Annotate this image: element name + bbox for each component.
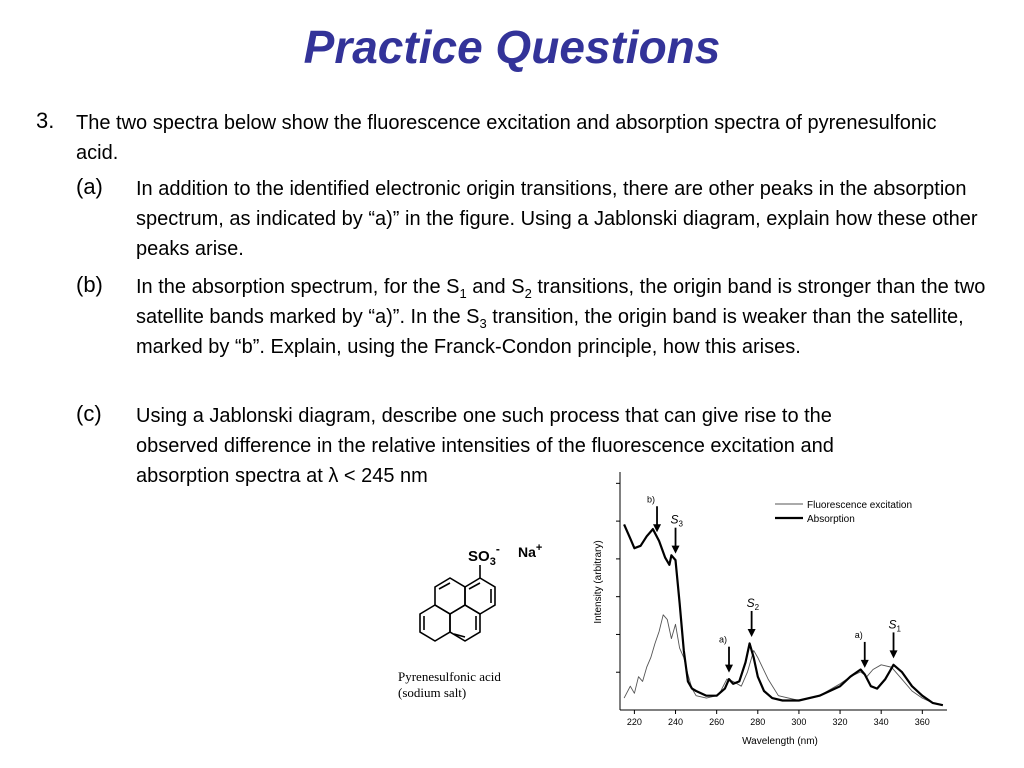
x-tick-label: 220 <box>626 717 642 727</box>
annotation-arrowhead <box>672 546 680 554</box>
pyrene-rings <box>420 565 495 641</box>
annotation-label: $S_2$ <box>746 595 760 612</box>
part-b-sub-1: 1 <box>459 286 467 301</box>
part-b-text <box>136 272 986 362</box>
sulfonate-group: $SO_3^-$ <box>468 542 500 568</box>
sodium-counterion: Na+ <box>518 542 543 560</box>
molecule-caption-line2: (sodium salt) <box>398 685 467 700</box>
slide-title: Practice Questions <box>303 21 721 73</box>
part-b-text-3: transitions, the origin band is stronger than the two satellite bands marked by “a)”. In the S <box>136 276 986 328</box>
part-b-text-4: transition, the origin band is weaker than the satellite, marked by “b”. Explain, using the Franck-Condon principle, how this arises. <box>136 306 964 358</box>
y-axis-label: Intensity (arbitrary) <box>593 540 604 624</box>
annotation-arrowhead <box>861 660 869 668</box>
chart-legend <box>775 500 912 525</box>
legend-label: Absorption <box>807 514 855 525</box>
annotation-arrowhead <box>725 665 733 673</box>
question-text: The two spectra below show the fluorescence excitation and absorption spectra of pyrenesulfonic acid. <box>76 112 937 164</box>
annotation-label: $S_1$ <box>888 617 901 634</box>
chart-series <box>624 524 943 705</box>
part-a-text: In addition to the identified electronic origin transitions, there are other peaks in the absorption spectrum, as indicated by “a)” in the figure. Using a Jablonski diagram, explain how these other peaks arise. <box>136 178 978 260</box>
part-b-sub-3: 3 <box>479 316 487 331</box>
x-tick-label: 300 <box>791 717 807 727</box>
annotation-label: $S_3$ <box>670 512 683 529</box>
part-b-sub-2: 2 <box>524 286 532 301</box>
series-line-fluorescence-excitation <box>624 615 933 703</box>
molecule-caption-line1: Pyrenesulfonic acid <box>398 669 501 684</box>
chart-annotations <box>647 494 902 672</box>
spectrum-chart <box>585 462 960 752</box>
chart-x-ticks <box>627 710 930 727</box>
part-c-label: (c) <box>76 401 102 426</box>
x-tick-label: 340 <box>873 717 889 727</box>
x-tick-label: 320 <box>832 717 848 727</box>
x-tick-label: 260 <box>709 717 725 727</box>
part-b-text-1: In the absorption spectrum, for the S <box>136 276 460 298</box>
x-axis-label: Wavelength (nm) <box>742 736 818 747</box>
molecule-caption <box>398 669 501 701</box>
x-tick-label: 360 <box>914 717 930 727</box>
annotation-label: b) <box>647 494 656 505</box>
series-line-absorption <box>624 524 943 705</box>
part-b-text-2: and S <box>466 276 525 298</box>
x-tick-label: 280 <box>750 717 766 727</box>
annotation-label: a) <box>854 629 863 640</box>
legend-label: Fluorescence excitation <box>807 500 913 511</box>
annotation-arrowhead <box>748 629 756 637</box>
pyrenesulfonic-acid-structure <box>390 535 560 665</box>
annotation-label: a) <box>719 634 728 645</box>
question-number: 3. <box>36 108 55 133</box>
annotation-arrowhead <box>890 650 898 658</box>
part-a-label: (a) <box>76 174 103 199</box>
part-b-label: (b) <box>76 272 103 297</box>
part-c-text: Using a Jablonski diagram, describe one such process that can give rise to the observed difference in the relative intensities of the fluorescence excitation and absorption spectra at λ < 245 nm <box>136 405 834 487</box>
x-tick-label: 240 <box>668 717 684 727</box>
